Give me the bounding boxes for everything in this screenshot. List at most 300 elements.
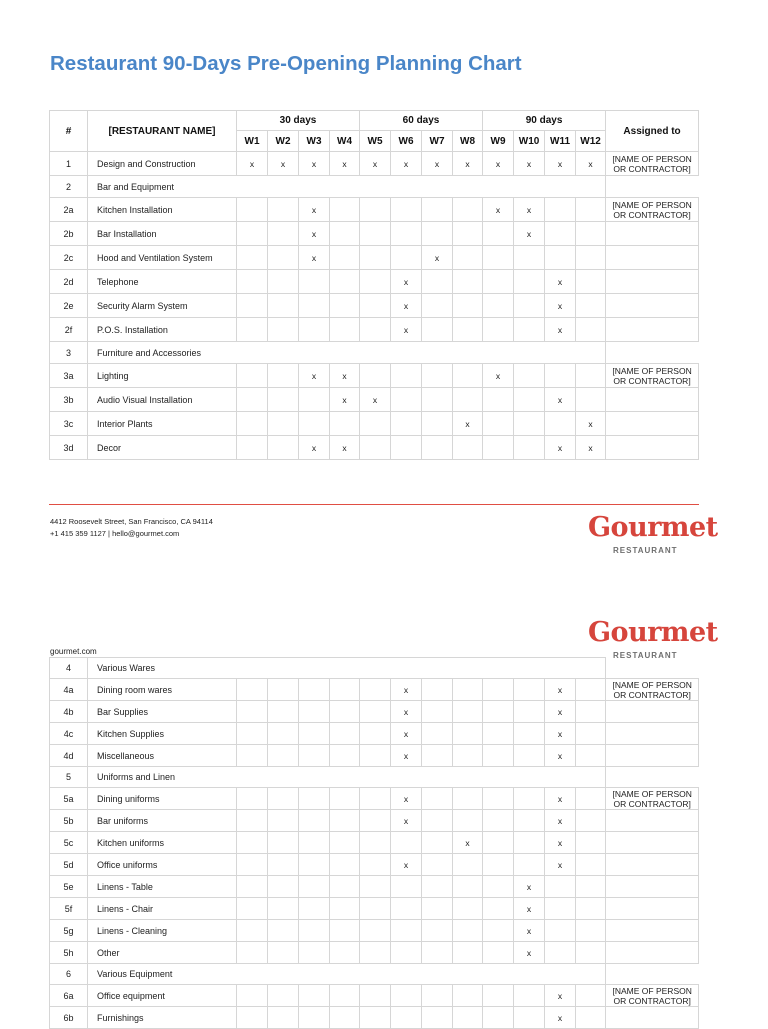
week-5-cell bbox=[360, 854, 391, 876]
brand-logo-subtitle: RESTAURANT bbox=[613, 546, 678, 555]
row-number: 5c bbox=[50, 832, 88, 854]
table-row bbox=[50, 788, 699, 810]
week-5-cell bbox=[360, 985, 391, 1007]
week-11-cell bbox=[545, 412, 576, 436]
week-7-cell bbox=[422, 270, 453, 294]
week-1-cell: x bbox=[237, 152, 268, 176]
row-number: 2f bbox=[50, 318, 88, 342]
week-12-cell bbox=[576, 388, 606, 412]
week-9-cell bbox=[483, 388, 514, 412]
assigned-to-cell: [NAME OF PERSON OR CONTRACTOR] bbox=[606, 788, 699, 810]
week-4-cell bbox=[330, 294, 360, 318]
week-8-cell bbox=[453, 270, 483, 294]
week-9-cell bbox=[483, 679, 514, 701]
task-name: Bar uniforms bbox=[88, 810, 237, 832]
table-row bbox=[50, 810, 699, 832]
assigned-to-cell bbox=[606, 318, 699, 342]
week-2-cell bbox=[268, 898, 299, 920]
week-11-cell bbox=[545, 942, 576, 964]
week-10-cell bbox=[514, 246, 545, 270]
week-7-cell bbox=[422, 810, 453, 832]
task-name: Telephone bbox=[88, 270, 237, 294]
table-row bbox=[50, 832, 699, 854]
week-4-cell bbox=[330, 942, 360, 964]
week-11-cell: x bbox=[545, 723, 576, 745]
task-name: Linens - Cleaning bbox=[88, 920, 237, 942]
table-row bbox=[50, 198, 699, 222]
table-row bbox=[50, 412, 699, 436]
week-2-cell bbox=[268, 198, 299, 222]
table-row bbox=[50, 942, 699, 964]
section-row bbox=[50, 767, 699, 788]
week-7-cell bbox=[422, 942, 453, 964]
week-1-cell bbox=[237, 294, 268, 318]
row-number: 2 bbox=[50, 176, 88, 198]
header-week-7: W7 bbox=[422, 131, 453, 152]
week-6-cell bbox=[391, 898, 422, 920]
task-name: Hood and Ventilation System bbox=[88, 246, 237, 270]
week-12-cell bbox=[576, 788, 606, 810]
row-number: 2c bbox=[50, 246, 88, 270]
week-7-cell bbox=[422, 898, 453, 920]
table-row bbox=[50, 876, 699, 898]
table-row bbox=[50, 985, 699, 1007]
task-name: Interior Plants bbox=[88, 412, 237, 436]
week-11-cell: x bbox=[545, 318, 576, 342]
assigned-to-cell: [NAME OF PERSON OR CONTRACTOR] bbox=[606, 679, 699, 701]
week-3-cell bbox=[299, 788, 330, 810]
table-row bbox=[50, 152, 699, 176]
week-2-cell bbox=[268, 832, 299, 854]
week-2-cell bbox=[268, 318, 299, 342]
week-1-cell bbox=[237, 679, 268, 701]
week-5-cell bbox=[360, 246, 391, 270]
week-5-cell bbox=[360, 942, 391, 964]
assigned-to-cell bbox=[606, 1007, 699, 1029]
week-10-cell bbox=[514, 412, 545, 436]
planning-table-page-2 bbox=[49, 657, 699, 1029]
table-row bbox=[50, 246, 699, 270]
brand-logo-subtitle-page-2: RESTAURANT bbox=[613, 651, 678, 660]
table-row bbox=[50, 222, 699, 246]
task-name: Bar Supplies bbox=[88, 701, 237, 723]
week-1-cell bbox=[237, 318, 268, 342]
website-link[interactable]: gourmet.com bbox=[50, 647, 97, 656]
week-10-cell bbox=[514, 745, 545, 767]
week-5-cell bbox=[360, 364, 391, 388]
week-6-cell: x bbox=[391, 679, 422, 701]
week-2-cell bbox=[268, 810, 299, 832]
week-10-cell: x bbox=[514, 898, 545, 920]
week-7-cell bbox=[422, 222, 453, 246]
week-11-cell: x bbox=[545, 701, 576, 723]
week-8-cell bbox=[453, 745, 483, 767]
week-7-cell bbox=[422, 832, 453, 854]
week-3-cell bbox=[299, 985, 330, 1007]
task-name: Furnishings bbox=[88, 1007, 237, 1029]
week-3-cell bbox=[299, 701, 330, 723]
table-row bbox=[50, 723, 699, 745]
week-12-cell bbox=[576, 679, 606, 701]
row-number: 6b bbox=[50, 1007, 88, 1029]
task-name: Linens - Table bbox=[88, 876, 237, 898]
week-2-cell bbox=[268, 745, 299, 767]
week-6-cell bbox=[391, 246, 422, 270]
week-2-cell bbox=[268, 854, 299, 876]
week-9-cell bbox=[483, 412, 514, 436]
week-3-cell bbox=[299, 679, 330, 701]
task-name: Kitchen Installation bbox=[88, 198, 237, 222]
week-8-cell bbox=[453, 854, 483, 876]
week-6-cell bbox=[391, 364, 422, 388]
week-5-cell bbox=[360, 898, 391, 920]
row-number: 5e bbox=[50, 876, 88, 898]
week-10-cell bbox=[514, 1007, 545, 1029]
week-8-cell bbox=[453, 810, 483, 832]
assigned-to-cell bbox=[606, 388, 699, 412]
section-row bbox=[50, 342, 699, 364]
table-row bbox=[50, 270, 699, 294]
week-1-cell bbox=[237, 222, 268, 246]
week-3-cell: x bbox=[299, 152, 330, 176]
week-11-cell: x bbox=[545, 436, 576, 460]
week-7-cell bbox=[422, 920, 453, 942]
week-10-cell: x bbox=[514, 222, 545, 246]
week-9-cell bbox=[483, 832, 514, 854]
week-6-cell: x bbox=[391, 294, 422, 318]
week-4-cell bbox=[330, 788, 360, 810]
week-1-cell bbox=[237, 198, 268, 222]
header-restaurant-name: [RESTAURANT NAME] bbox=[88, 111, 237, 152]
header-60-days: 60 days bbox=[360, 111, 483, 131]
week-4-cell bbox=[330, 270, 360, 294]
row-number: 5f bbox=[50, 898, 88, 920]
week-2-cell bbox=[268, 876, 299, 898]
week-12-cell bbox=[576, 810, 606, 832]
week-10-cell bbox=[514, 985, 545, 1007]
row-number: 4a bbox=[50, 679, 88, 701]
table-row bbox=[50, 745, 699, 767]
assigned-to-cell bbox=[606, 745, 699, 767]
week-10-cell bbox=[514, 388, 545, 412]
row-number: 5b bbox=[50, 810, 88, 832]
assigned-to-cell bbox=[606, 854, 699, 876]
week-4-cell bbox=[330, 246, 360, 270]
week-6-cell: x bbox=[391, 152, 422, 176]
week-10-cell bbox=[514, 270, 545, 294]
week-6-cell: x bbox=[391, 854, 422, 876]
week-2-cell bbox=[268, 985, 299, 1007]
section-title: Bar and Equipment bbox=[88, 176, 606, 198]
week-3-cell bbox=[299, 942, 330, 964]
week-3-cell bbox=[299, 745, 330, 767]
week-8-cell bbox=[453, 920, 483, 942]
section-row bbox=[50, 964, 699, 985]
row-number: 2b bbox=[50, 222, 88, 246]
week-4-cell bbox=[330, 723, 360, 745]
week-2-cell bbox=[268, 679, 299, 701]
week-11-cell bbox=[545, 198, 576, 222]
week-2-cell bbox=[268, 222, 299, 246]
row-number: 4d bbox=[50, 745, 88, 767]
week-9-cell bbox=[483, 876, 514, 898]
week-10-cell: x bbox=[514, 876, 545, 898]
week-4-cell bbox=[330, 412, 360, 436]
week-3-cell: x bbox=[299, 246, 330, 270]
week-6-cell: x bbox=[391, 810, 422, 832]
week-7-cell bbox=[422, 679, 453, 701]
table-row bbox=[50, 294, 699, 318]
week-4-cell: x bbox=[330, 364, 360, 388]
assigned-to-cell bbox=[606, 412, 699, 436]
task-name: Miscellaneous bbox=[88, 745, 237, 767]
task-name: Kitchen Supplies bbox=[88, 723, 237, 745]
header-90-days: 90 days bbox=[483, 111, 606, 131]
week-10-cell bbox=[514, 723, 545, 745]
week-6-cell bbox=[391, 436, 422, 460]
week-9-cell bbox=[483, 810, 514, 832]
week-10-cell: x bbox=[514, 152, 545, 176]
week-5-cell bbox=[360, 679, 391, 701]
row-number: 2a bbox=[50, 198, 88, 222]
week-9-cell: x bbox=[483, 364, 514, 388]
task-name: Dining uniforms bbox=[88, 788, 237, 810]
week-6-cell bbox=[391, 388, 422, 412]
page-title: Restaurant 90-Days Pre-Opening Planning Chart bbox=[50, 52, 522, 75]
week-8-cell bbox=[453, 898, 483, 920]
week-10-cell bbox=[514, 679, 545, 701]
week-9-cell bbox=[483, 701, 514, 723]
week-7-cell bbox=[422, 788, 453, 810]
week-8-cell bbox=[453, 1007, 483, 1029]
row-number: 6 bbox=[50, 964, 88, 985]
week-2-cell bbox=[268, 920, 299, 942]
section-row bbox=[50, 176, 699, 198]
week-10-cell bbox=[514, 436, 545, 460]
week-9-cell bbox=[483, 318, 514, 342]
week-4-cell bbox=[330, 898, 360, 920]
week-6-cell bbox=[391, 198, 422, 222]
week-11-cell: x bbox=[545, 854, 576, 876]
table-row bbox=[50, 920, 699, 942]
week-12-cell bbox=[576, 745, 606, 767]
task-name: Bar Installation bbox=[88, 222, 237, 246]
header-assigned-to: Assigned to bbox=[606, 111, 699, 152]
row-number: 1 bbox=[50, 152, 88, 176]
week-5-cell bbox=[360, 294, 391, 318]
week-11-cell bbox=[545, 364, 576, 388]
week-11-cell: x bbox=[545, 152, 576, 176]
row-number: 4 bbox=[50, 658, 88, 679]
week-8-cell bbox=[453, 198, 483, 222]
week-1-cell bbox=[237, 985, 268, 1007]
week-10-cell: x bbox=[514, 942, 545, 964]
week-7-cell bbox=[422, 876, 453, 898]
week-3-cell bbox=[299, 270, 330, 294]
week-8-cell bbox=[453, 679, 483, 701]
table-row bbox=[50, 1007, 699, 1029]
week-4-cell bbox=[330, 1007, 360, 1029]
table-row bbox=[50, 701, 699, 723]
week-2-cell bbox=[268, 942, 299, 964]
week-1-cell bbox=[237, 810, 268, 832]
week-8-cell bbox=[453, 942, 483, 964]
row-number: 5 bbox=[50, 767, 88, 788]
row-number: 5a bbox=[50, 788, 88, 810]
week-6-cell: x bbox=[391, 701, 422, 723]
week-8-cell bbox=[453, 246, 483, 270]
week-3-cell bbox=[299, 412, 330, 436]
week-9-cell bbox=[483, 436, 514, 460]
week-5-cell bbox=[360, 198, 391, 222]
week-12-cell bbox=[576, 701, 606, 723]
week-2-cell bbox=[268, 388, 299, 412]
week-5-cell: x bbox=[360, 388, 391, 412]
week-8-cell bbox=[453, 788, 483, 810]
week-1-cell bbox=[237, 745, 268, 767]
week-5-cell bbox=[360, 810, 391, 832]
section-row bbox=[50, 658, 699, 679]
row-number: 3 bbox=[50, 342, 88, 364]
week-9-cell bbox=[483, 898, 514, 920]
assigned-to-cell bbox=[606, 898, 699, 920]
week-9-cell bbox=[483, 920, 514, 942]
week-9-cell bbox=[483, 270, 514, 294]
row-number: 5g bbox=[50, 920, 88, 942]
week-7-cell bbox=[422, 701, 453, 723]
week-12-cell bbox=[576, 1007, 606, 1029]
week-2-cell bbox=[268, 246, 299, 270]
week-5-cell: x bbox=[360, 152, 391, 176]
week-11-cell: x bbox=[545, 810, 576, 832]
week-2-cell bbox=[268, 701, 299, 723]
week-2-cell bbox=[268, 436, 299, 460]
week-2-cell bbox=[268, 788, 299, 810]
week-1-cell bbox=[237, 1007, 268, 1029]
header-30-days: 30 days bbox=[237, 111, 360, 131]
week-6-cell bbox=[391, 876, 422, 898]
week-3-cell bbox=[299, 854, 330, 876]
week-5-cell bbox=[360, 876, 391, 898]
week-3-cell: x bbox=[299, 198, 330, 222]
task-name: Office uniforms bbox=[88, 854, 237, 876]
week-10-cell bbox=[514, 318, 545, 342]
week-11-cell: x bbox=[545, 294, 576, 318]
week-6-cell bbox=[391, 832, 422, 854]
week-4-cell bbox=[330, 679, 360, 701]
week-8-cell bbox=[453, 318, 483, 342]
week-5-cell bbox=[360, 436, 391, 460]
table-row bbox=[50, 436, 699, 460]
week-2-cell bbox=[268, 270, 299, 294]
header-week-12: W12 bbox=[576, 131, 606, 152]
week-12-cell bbox=[576, 723, 606, 745]
row-number: 2d bbox=[50, 270, 88, 294]
week-7-cell bbox=[422, 318, 453, 342]
assigned-to-cell bbox=[606, 436, 699, 460]
week-8-cell: x bbox=[453, 832, 483, 854]
week-3-cell bbox=[299, 723, 330, 745]
week-8-cell bbox=[453, 222, 483, 246]
row-number: 3b bbox=[50, 388, 88, 412]
week-7-cell bbox=[422, 294, 453, 318]
task-name: Other bbox=[88, 942, 237, 964]
task-name: Audio Visual Installation bbox=[88, 388, 237, 412]
week-12-cell bbox=[576, 832, 606, 854]
week-7-cell: x bbox=[422, 152, 453, 176]
week-12-cell: x bbox=[576, 412, 606, 436]
week-6-cell bbox=[391, 942, 422, 964]
footer-divider bbox=[49, 504, 699, 505]
week-6-cell bbox=[391, 412, 422, 436]
week-7-cell bbox=[422, 412, 453, 436]
week-12-cell bbox=[576, 198, 606, 222]
week-2-cell bbox=[268, 364, 299, 388]
week-11-cell: x bbox=[545, 1007, 576, 1029]
week-10-cell bbox=[514, 701, 545, 723]
week-4-cell bbox=[330, 701, 360, 723]
week-12-cell bbox=[576, 876, 606, 898]
week-3-cell bbox=[299, 1007, 330, 1029]
week-9-cell bbox=[483, 745, 514, 767]
week-8-cell: x bbox=[453, 412, 483, 436]
week-6-cell: x bbox=[391, 318, 422, 342]
week-10-cell bbox=[514, 810, 545, 832]
week-9-cell bbox=[483, 788, 514, 810]
week-5-cell bbox=[360, 222, 391, 246]
table-row bbox=[50, 388, 699, 412]
week-2-cell bbox=[268, 723, 299, 745]
week-4-cell bbox=[330, 854, 360, 876]
footer-address: 4412 Roosevelt Street, San Francisco, CA 94114 bbox=[50, 517, 213, 526]
week-11-cell bbox=[545, 222, 576, 246]
week-3-cell: x bbox=[299, 222, 330, 246]
week-1-cell bbox=[237, 920, 268, 942]
table-row bbox=[50, 318, 699, 342]
task-name: Lighting bbox=[88, 364, 237, 388]
week-3-cell bbox=[299, 388, 330, 412]
task-name: Decor bbox=[88, 436, 237, 460]
week-2-cell bbox=[268, 294, 299, 318]
week-6-cell bbox=[391, 985, 422, 1007]
week-11-cell bbox=[545, 920, 576, 942]
week-12-cell bbox=[576, 246, 606, 270]
task-name: Dining room wares bbox=[88, 679, 237, 701]
week-7-cell bbox=[422, 364, 453, 388]
week-3-cell bbox=[299, 876, 330, 898]
week-5-cell bbox=[360, 318, 391, 342]
week-12-cell bbox=[576, 898, 606, 920]
week-9-cell: x bbox=[483, 198, 514, 222]
week-12-cell bbox=[576, 364, 606, 388]
week-5-cell bbox=[360, 270, 391, 294]
week-1-cell bbox=[237, 723, 268, 745]
week-4-cell bbox=[330, 985, 360, 1007]
header-week-10: W10 bbox=[514, 131, 545, 152]
week-7-cell bbox=[422, 723, 453, 745]
task-name: Design and Construction bbox=[88, 152, 237, 176]
week-7-cell bbox=[422, 854, 453, 876]
assigned-to-cell: [NAME OF PERSON OR CONTRACTOR] bbox=[606, 198, 699, 222]
row-number: 5h bbox=[50, 942, 88, 964]
header-number: # bbox=[50, 111, 88, 152]
week-1-cell bbox=[237, 832, 268, 854]
week-1-cell bbox=[237, 942, 268, 964]
header-week-6: W6 bbox=[391, 131, 422, 152]
week-12-cell bbox=[576, 318, 606, 342]
week-4-cell bbox=[330, 198, 360, 222]
week-11-cell: x bbox=[545, 788, 576, 810]
